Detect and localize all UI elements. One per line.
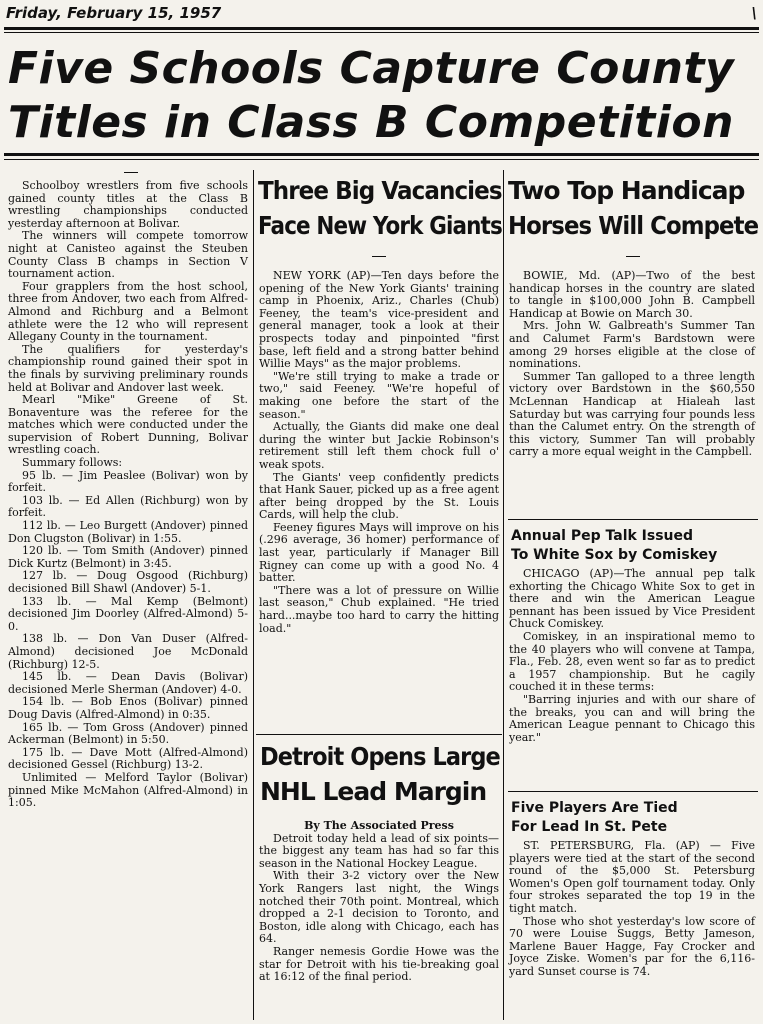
banner-line-2: Titles in Class B Competition (8, 97, 734, 148)
wrestling-result: 165 lb. — Tom Gross (Andover) pinned Ackerman (Belmont) in 5:50. (8, 720, 248, 747)
wrestling-result: 103 lb. — Ed Allen (Richburg) won by forfeit. (8, 493, 248, 520)
wrestling-paragraph: The winners will compete tomorrow night at Canisteo against the Steuben County Class B champs in Section V tournament action. (8, 229, 248, 281)
horses-headline-line-1: Two Top Handicap (508, 176, 745, 205)
giants-paragraph: NEW YORK (AP)—Ten days before the opening of the New York Giants' training camp in Phoenix, Ariz., Charles (Chub) Feeney, the team's vice-president and general manager, took a look at their prospects today and pinpointed "first base, left field and a strong batter behind Willie Mays" as the major problems. (259, 269, 499, 371)
golf-headline (511, 799, 757, 837)
folio-mark: \ (751, 4, 757, 22)
detroit-headline (260, 739, 500, 809)
pep-paragraph: "Barring injuries and with our share of the breaks, you can and will bring the American League pennant to Chicago this year." (509, 692, 755, 744)
wrestling-result: 138 lb. — Don Van Duser (Alfred-Almond) decisioned Joe McDonald (Richburg) 12-5. (8, 632, 248, 671)
golf-paragraph: Those who shot yesterday's low score of 70 were Louise Suggs, Betty Jameson, Marlene Bauer Hagge, Fay Crocker and Joyce Ziske. Women's par for the 6,116-yard Sunset course is 74. (509, 914, 755, 978)
wrestling-result: 145 lb. — Dean Davis (Bolivar) decisioned Merle Sherman (Andover) 4-0. (8, 670, 248, 696)
banner-rule-thin (4, 159, 759, 160)
detroit-byline: By The Associated Press (304, 819, 454, 832)
folio-rule-thin (4, 32, 759, 33)
pep-paragraph: Comiskey, in an inspirational memo to the 40 players who will convene at Tampa, Fla., Feb. 28, even went so far as to predict a 1957 championship. But he cagily couched it in these terms: (509, 629, 755, 694)
giants-headline (258, 173, 502, 243)
banner-headline (8, 42, 758, 150)
column-rule-2 (503, 170, 504, 1020)
giants-paragraph: "There was a lot of pressure on Willie last season," Chub explained. "He tried hard...maybe too hard to carry the hitting load." (259, 583, 499, 635)
wrestling-paragraph: Schoolboy wrestlers from five schools gained county titles at the Class B wrestling championships conducted yesterday afternoon at Bolivar. (8, 179, 248, 230)
pep-headline-line-1: Annual Pep Talk Issued (511, 528, 694, 544)
pep-paragraph: CHICAGO (AP)—The annual pep talk exhorting the Chicago White Sox to get in there and win the American League pennant has been issued by Vice President Chuck Comiskey. (509, 567, 755, 631)
giants-headline-line-2: Face New York Giants (258, 211, 502, 240)
golf-story (509, 840, 755, 979)
column-rule-1 (253, 170, 254, 1020)
giants-headline-line-1: Three Big Vacancies (258, 176, 502, 205)
wrestling-paragraph: Summary follows: (22, 456, 123, 470)
wrestling-paragraph: Mearl "Mike" Greene of St. Bonaventure was the referee for the matches which were conducted under the supervision of Robert Dunning, Bolivar wrestling coach. (8, 393, 248, 457)
story-dash (372, 256, 386, 257)
wrestling-story (8, 180, 248, 810)
banner-line-1: Five Schools Capture County (8, 43, 735, 94)
horses-paragraph: Mrs. John W. Galbreath's Summer Tan and Calumet Farm's Bardstown were among 29 horses eligible at the close of nominations. (509, 319, 755, 371)
folio-line (6, 4, 757, 28)
wrestling-result: 120 lb. — Tom Smith (Andover) pinned Dick Kurtz (Belmont) in 3:45. (8, 544, 248, 570)
folio-rule (4, 27, 759, 30)
detroit-paragraph: Ranger nemesis Gordie Howe was the star for Detroit with his tie-breaking goal at 16:12 of the final period. (259, 944, 499, 984)
horses-headline (508, 173, 758, 243)
detroit-paragraph: With their 3-2 victory over the New York Rangers last night, the Wings notched their 70th point. Montreal, which dropped a 2-1 decision to Toronto, and Boston, idle along with Chicago, each has 64. (259, 869, 499, 946)
wrestling-result: 175 lb. — Dave Mott (Alfred-Almond) decisioned Gessel (Richburg) 13-2. (8, 745, 248, 772)
horses-story (509, 270, 755, 459)
horses-headline-line-2: Horses Will Compete (508, 211, 759, 240)
pep-headline (511, 527, 757, 565)
story-separator (508, 519, 758, 520)
pep-story (509, 568, 755, 744)
giants-paragraph: "We're still trying to make a trade or two," said Feeney. "We're hopeful of making one before the start of the season." (259, 369, 499, 421)
golf-headline-line-2: For Lead In St. Pete (511, 819, 668, 835)
wrestling-result: 112 lb. — Leo Burgett (Andover) pinned Don Clugston (Bolivar) in 1:55. (8, 519, 248, 545)
story-dash (124, 172, 138, 173)
horses-paragraph: BOWIE, Md. (AP)—Two of the best handicap horses in the country are slated to tangle in $100,000 John B. Campbell Handicap at Bowie on March 30. (509, 269, 755, 320)
detroit-headline-line-2: NHL Lead Margin (260, 777, 487, 806)
wrestling-result: 95 lb. — Jim Peaslee (Bolivar) won by forfeit. (8, 468, 248, 495)
banner-rule (4, 153, 759, 156)
pep-headline-line-2: To White Sox by Comiskey (511, 547, 718, 563)
folio-date: Friday, February 15, 1957 (6, 4, 222, 22)
giants-paragraph: The Giants' veep confidently predicts that Hank Sauer, picked up as a free agent after being dropped by the St. Louis Cards, will help the club. (259, 470, 499, 522)
horses-paragraph: Summer Tan galloped to a three length victory over Bardstown in the $60,550 McLennan Handicap at Hialeah last Saturday but was carrying four pounds less than the Calumet entry. On the strength of this victory, Summer Tan will probably carry a more equal weight in the Campbell. (509, 369, 755, 459)
giants-paragraph: Feeney figures Mays will improve on his (.296 average, 36 homer) performance of last year, particularly if Manager Bill Rigney can come up with a good No. 4 batter. (259, 520, 499, 585)
story-separator (256, 734, 502, 735)
wrestling-result: 133 lb. — Mal Kemp (Belmont) decisioned Jim Doorley (Alfred-Almond) 5-0. (8, 594, 248, 633)
golf-paragraph: ST. PETERSBURG, Fla. (AP) — Five players were tied at the start of the second round of the $5,000 St. Petersburg Women's Open golf tournament today. Only four strokes separated the top 19 in the tight match. (509, 839, 755, 915)
story-dash (626, 256, 640, 257)
golf-headline-line-1: Five Players Are Tied (511, 800, 678, 816)
detroit-headline-line-1: Detroit Opens Large (260, 742, 500, 771)
wrestling-paragraph: The qualifiers for yesterday's championship round gained their spot in the finals by surviving preliminary rounds held at Bolivar and Andover last week. (8, 342, 248, 394)
giants-story (259, 270, 499, 635)
wrestling-result: 127 lb. — Doug Osgood (Richburg) decisioned Bill Shawl (Andover) 5-1. (8, 569, 248, 595)
detroit-story (259, 820, 499, 984)
giants-paragraph: Actually, the Giants did make one deal during the winter but Jackie Robinson's retirement still left them chock full o' weak spots. (259, 420, 499, 471)
wrestling-result: 154 lb. — Bob Enos (Bolivar) pinned Doug Davis (Alfred-Almond) in 0:35. (8, 695, 248, 721)
wrestling-paragraph: Four grapplers from the host school, three from Andover, two each from Alfred-Almond and Richburg and a Belmont athlete were the 12 who will represent Allegany County in the tournament. (8, 279, 248, 344)
detroit-paragraph: Detroit today held a lead of six points—the biggest any team has had so far this season in the National Hockey League. (259, 831, 499, 870)
wrestling-result: Unlimited — Melford Taylor (Bolivar) pinned Mike McMahon (Alfred-Almond) in 1:05. (8, 770, 248, 810)
story-separator (508, 791, 758, 792)
